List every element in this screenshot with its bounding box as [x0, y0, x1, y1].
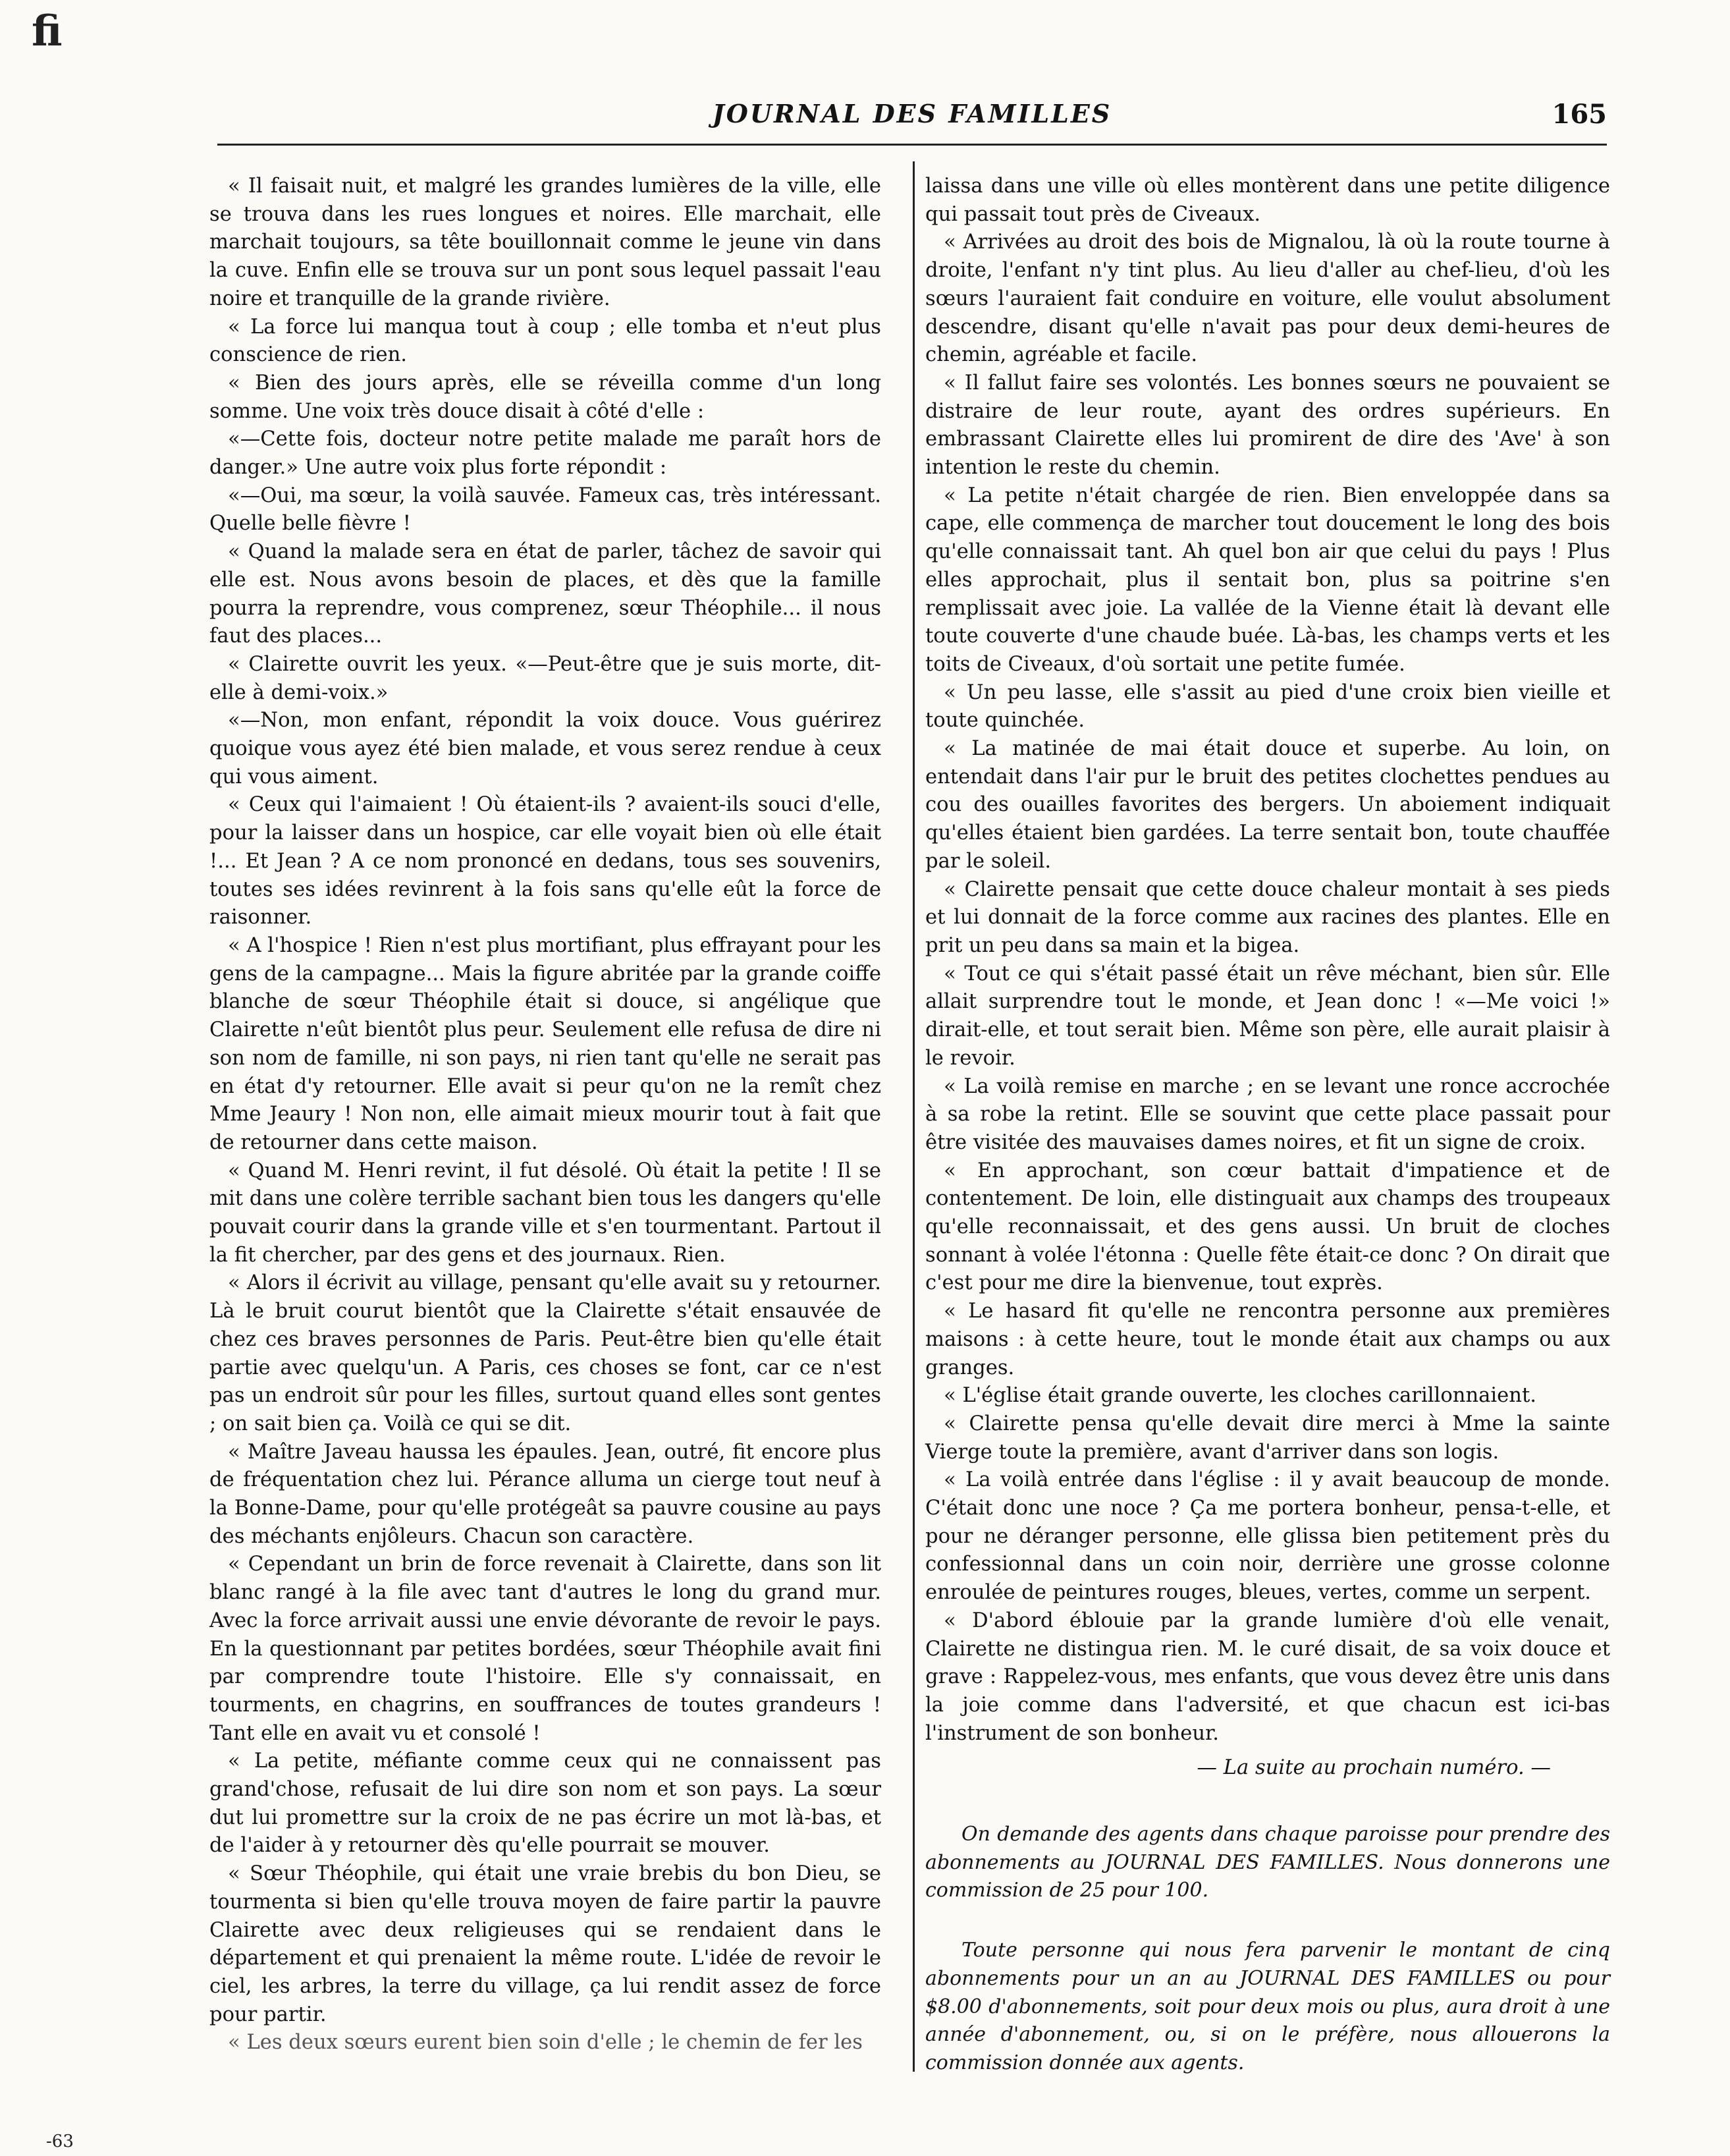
paragraph: « Alors il écrivit au village, pensant qu'elle avait su y retourner. Là le bruit courut bientôt que la Clairette s'était ensauvée de chez ces braves personnes de Paris. Peut-être bien qu'elle était partie avec quelqu'un. A Paris, ces choses se font, car ce n'est pas un endroit sûr pour les filles, surtout quand elles sont gentes ; on sait bien ça. Voilà ce qui se dit. [209, 1271, 881, 1435]
paragraph: « Il fallut faire ses volontés. Les bonnes sœurs ne pouvaient se distraire de leur route, ayant des ordres supérieurs. En embrassant Clairette elles lui promirent de dire des 'Ave' à son intention le reste du chemin. [925, 371, 1610, 480]
paragraph: « Quand M. Henri revint, il fut désolé. Où était la petite ! Il se mit dans une colère terrible sachant bien tous les dangers qu'elle pouvait courir dans la grande ville et s'en tourmentant. Partout il la fit chercher, par des gens et des journaux. Rien. [209, 1159, 881, 1267]
paragraph-continued: laissa dans une ville où elles montèrent dans une petite diligence qui passait tout près de Civeaux. [925, 175, 1610, 226]
paragraph: « D'abord éblouie par la grande lumière d'où elle venait, Clairette ne distingua rien. M. le curé disait, de sa voix douce et grave : Rappelez-vous, mes enfants, que vous devez être unis dans la joie comme dans l'adversité, et que chacun est ici-bas l'instrument de son bonheur. [925, 1609, 1610, 1745]
right-column [925, 173, 1610, 2078]
paragraph: «—Cette fois, docteur notre petite malade me paraît hors de danger.» Une autre voix plus forte répondit : [209, 428, 881, 480]
paragraph: « Clairette pensa qu'elle devait dire merci à Mme la sainte Vierge toute la première, avant d'arriver dans son logis. [925, 1412, 1610, 1464]
page-number: 165 [1552, 99, 1607, 130]
paragraph: « Sœur Théophile, qui était une vraie brebis du bon Dieu, se tourmenta si bien qu'elle trouva moyen de faire partir la pauvre Clairette avec deux religieuses qui se rendaient dans le département et qui prenaient la même route. L'idée de revoir le ciel, les arbres, la terre du village, ça lui rendit assez de force pour partir. [209, 1862, 881, 2026]
journal-title: JOURNAL DES FAMILLES [712, 99, 1112, 128]
corner-mark: ﬁ [32, 7, 63, 56]
paragraph: «—Non, mon enfant, répondit la voix douce. Vous guérirez quoique vous ayez été bien malade, et vous serez rendue à ceux qui vous aiment. [209, 709, 881, 788]
paragraph: « Quand la malade sera en état de parler, tâchez de savoir qui elle est. Nous avons besoin de places, et dès que la famille pourra la reprendre, vous comprenez, sœur Théophile... il nous faut des places... [209, 540, 881, 648]
page-header [217, 99, 1607, 136]
paragraph: « Ceux qui l'aimaient ! Où étaient-ils ? avaient-ils souci d'elle, pour la laisser dans un hospice, car elle voyait bien où elle était !... Et Jean ? A ce nom prononcé en dedans, tous ses souvenirs, toutes ses idées revinrent à la fois sans qu'elle eût la force de raisonner. [209, 793, 881, 929]
paragraph: « Maître Javeau haussa les épaules. Jean, outré, fit encore plus de fréquentation chez lui. Pérance alluma un cierge tout neuf à la Bonne-Dame, pour qu'elle protégeât sa pauvre cousine au pays des méchants enjôleurs. Chacun son caractère. [209, 1440, 881, 1548]
to-be-continued: — La suite au prochain numéro. — [1197, 1756, 1551, 1780]
paragraph: « Bien des jours après, elle se réveilla comme d'un long somme. Une voix très douce disait à côté d'elle : [209, 371, 881, 423]
paragraph: « La petite, méfiante comme ceux qui ne connaissent pas grand'chose, refusait de lui dire son nom et son pays. La sœur dut lui promettre sur la croix de ne pas écrire un mot là-bas, et de l'aider à y retourner dès qu'elle pourrait se mouver. [209, 1750, 881, 1858]
paragraph: « Arrivées au droit des bois de Mignalou, là où la route tourne à droite, l'enfant n'y tint plus. Au lieu d'aller au chef-lieu, d'où les sœurs l'auraient fait conduire en voiture, elle voulut absolument descendre, disant qu'elle n'avait pas pour deux demi-heures de chemin, agréable et facile. [925, 231, 1610, 367]
paragraph: « Clairette pensait que cette douce chaleur montait à ses pieds et lui donnait de la force comme aux racines des plantes. Elle en prit un peu dans sa main et la bigea. [925, 877, 1610, 957]
paragraph: « En approchant, son cœur battait d'impatience et de contentement. De loin, elle distinguait aux champs des troupeaux qu'elle reconnaissait, et des gens aussi. Un bruit de cloches sonnant à volée l'étonna : Quelle fête était-ce donc ? On dirait que c'est pour me dire la bienvenue, tout exprès. [925, 1159, 1610, 1295]
column-divider [913, 161, 915, 2072]
paragraph: « La matinée de mai était douce et superbe. Au loin, on entendait dans l'air pur le bruit des petites clochettes pendues au cou des ouailles favorites des bergers. Un aboiement indiquait qu'elles étaient bien gardées. La terre sentait bon, toute chauffée par le soleil. [925, 737, 1610, 873]
paragraph: « Cependant un brin de force revenait à Clairette, dans son lit blanc rangé à la file avec tant d'autres le long du grand mur. Avec la force arrivait aussi une envie dévorante de revoir le pays. En la questionnant par petites bordées, sœur Théophile avait fini par comprendre toute l'histoire. Elle s'y connaissait, en tourments, en chagrins, en souffrances de toutes grandeurs ! Tant elle en avait vu et consolé ! [209, 1553, 881, 1745]
paragraph: « Le hasard fit qu'elle ne rencontra personne aux premières maisons : à cette heure, tout le monde était aux champs ou aux granges. [925, 1300, 1610, 1379]
paragraph: « Il faisait nuit, et malgré les grandes lumières de la ville, elle se trouva dans les rues longues et noires. Elle marchait, elle marchait toujours, sa tête bouillonnait comme le jeune vin dans la cuve. Enfin elle se trouva sur un pont sous lequel passait l'eau noire et tranquille de la grande rivière. [209, 175, 881, 310]
paragraph: « L'église était grande ouverte, les cloches carillonnaient. [944, 1384, 1537, 1408]
paragraph: « Clairette ouvrit les yeux. «—Peut-être que je suis morte, dit-elle à demi-voix.» [209, 652, 881, 704]
paragraph: « A l'hospice ! Rien n'est plus mortifiant, plus effrayant pour les gens de la campagne... Mais la figure abritée par la grande coiffe blanche de sœur Théophile était si douce, si angélique que Clairette n'eût bientôt plus peur. Seulement elle refusa de dire ni son nom de famille, ni son pays, ni rien tant qu'elle ne serait pas en état d'y retourner. Elle avait si peur qu'on ne la remît chez Mme Jeaury ! Non non, elle aimait mieux mourir tout à fait que de retourner dans cette maison. [209, 933, 881, 1154]
paragraph: « Tout ce qui s'était passé était un rêve méchant, bien sûr. Elle allait surprendre tout le monde, et Jean donc ! «—Me voici !» dirait-elle, et tout serait bien. Même son père, elle aurait plaisir à le revoir. [925, 962, 1610, 1070]
header-rule [217, 144, 1607, 146]
paragraph: « La force lui manqua tout à coup ; elle tomba et n'eut plus conscience de rien. [209, 315, 881, 367]
paragraph: « La voilà entrée dans l'église : il y avait beaucoup de monde. C'était donc une noce ? Ça me portera bonheur, pensa-t-elle, et pour ne déranger personne, elle glissa bien petitement près du confessionnal dans un coin noir, derrière une grosse colonne enroulée de peintures rouges, bleues, vertes, comme un serpent. [925, 1468, 1610, 1605]
agents-notice: On demande des agents dans chaque paroisse pour prendre des abonnements au JOURNAL DES FAMILLES. Nous donnerons une commission de 25 pour 100. [925, 1823, 1610, 1902]
paragraph-cut-off: « Les deux sœurs eurent bien soin d'elle ; le chemin de fer les [228, 2031, 863, 2055]
left-column [209, 173, 881, 2057]
paragraph: «—Oui, ma sœur, la voilà sauvée. Fameux cas, très intéressant. Quelle belle fièvre ! [209, 484, 881, 536]
bottom-mark: -63 [46, 2132, 74, 2151]
paragraph: « La petite n'était chargée de rien. Bien enveloppée dans sa cape, elle commença de marcher tout doucement le long des bois qu'elle connaissait tant. Ah quel bon air que celui du pays ! Plus elles approchait, plus il sentait bon, plus sa poitrine s'en remplissait avec joie. La vallée de la Vienne était là devant elle toute couverte d'une chaude buée. Là-bas, les champs verts et les toits de Civeaux, d'où sortait une petite fumée. [925, 484, 1610, 676]
paragraph: « Un peu lasse, elle s'assit au pied d'une croix bien vieille et toute quinchée. [925, 680, 1610, 732]
subscription-offer: Toute personne qui nous fera parvenir le montant de cinq abonnements pour un an au JOURNAL DES FAMILLES ou pour $8.00 d'abonnements, soit pour deux mois ou plus, aura droit à une année d'abonnement, ou, si on le préfère, nous allouerons la commission donnée aux agents. [925, 1939, 1610, 2074]
paragraph: « La voilà remise en marche ; en se levant une ronce accrochée à sa robe la retint. Elle se souvint que cette place passait pour être visitée des mauvaises dames noires, et fit un signe de croix. [925, 1074, 1610, 1154]
